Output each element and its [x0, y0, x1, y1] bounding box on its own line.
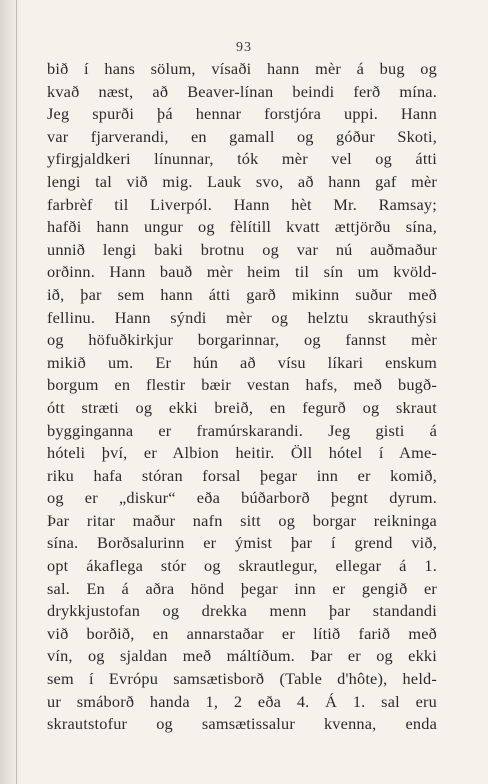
text-line: riku hafa stóran forsal þegar inn er komið, [47, 465, 437, 485]
text-line: mikið um. Er hún að vísu líkari enskum [47, 352, 437, 372]
text-line: og höfuðkirkjur borgarinnar, og fannst mèr [47, 330, 437, 350]
text-line: drykkjustofan og drekka menn þar standandi [47, 601, 437, 621]
text-line: yfirgjaldkeri línunnar, tók mèr vel og átti [47, 149, 437, 169]
text-line: ur smáborð handa 1, 2 eða 4. Á 1. sal eru [47, 691, 437, 711]
text-line: ið, þar sem hann átti garð mikinn suður með [47, 284, 437, 304]
text-line: Jeg spurði þá hennar forstjóra uppi. Hann [47, 104, 437, 124]
text-line: og er „diskur“ eða búðarborð þegnt dyrum. [47, 488, 437, 508]
text-line: hafði hann ungur og fèlítill kvatt ættjörðu sína, [47, 217, 437, 237]
text-line: fellinu. Hann sýndi mèr og helztu skrauthýsi [47, 307, 437, 327]
body-text [47, 58, 437, 736]
text-line: skrautstofur og samsætissalur kvenna, enda [47, 714, 437, 734]
text-line: sem í Evrópu samsætisborð (Table d'hôte), held- [47, 669, 437, 689]
gutter-edge-line [16, 0, 17, 784]
text-line: opt ákaflega stór og skrautlegur, ellegar á 1. [47, 556, 437, 576]
page-number: 93 [236, 40, 252, 55]
text-line: kvað næst, að Beaver-línan beindi ferð mína. [47, 81, 437, 101]
text-line: við borðið, en annarstaðar er lítið farið með [47, 623, 437, 643]
text-line: orðinn. Hann bauð mèr heim til sín um kvöld- [47, 262, 437, 282]
binding-gutter [0, 0, 22, 784]
text-line: vín, og sjaldan með máltíðum. Þar er og ekki [47, 646, 437, 666]
text-line: bið í hans sölum, vísaði hann mèr á bug og [47, 59, 437, 78]
text-line: borgum en flestir bæir vestan hafs, með bugð- [47, 375, 437, 395]
text-line: sína. Borðsalurinn er ýmist þar í grend við, [47, 533, 437, 553]
text-line: farbrèf til Liverpól. Hann hèt Mr. Ramsay; [47, 194, 437, 214]
text-line: ótt stræti og ekki breið, en fegurð og skraut [47, 397, 437, 417]
text-line: sal. En á aðra hönd þegar inn er gengið er [47, 578, 437, 598]
text-line: hóteli því, er Albion heitir. Öll hótel í Ame- [47, 443, 437, 463]
text-line: Þar ritar maður nafn sitt og borgar reikninga [47, 510, 437, 530]
text-line: var fjarverandi, en gamall og góður Skoti, [47, 126, 437, 146]
text-line: lengi tal við mig. Lauk svo, að hann gaf mèr [47, 171, 437, 191]
text-line: unnið lengi baki brotnu og var nú auðmaður [47, 239, 437, 259]
text-line: bygginganna er framúrskarandi. Jeg gisti á [47, 420, 437, 440]
